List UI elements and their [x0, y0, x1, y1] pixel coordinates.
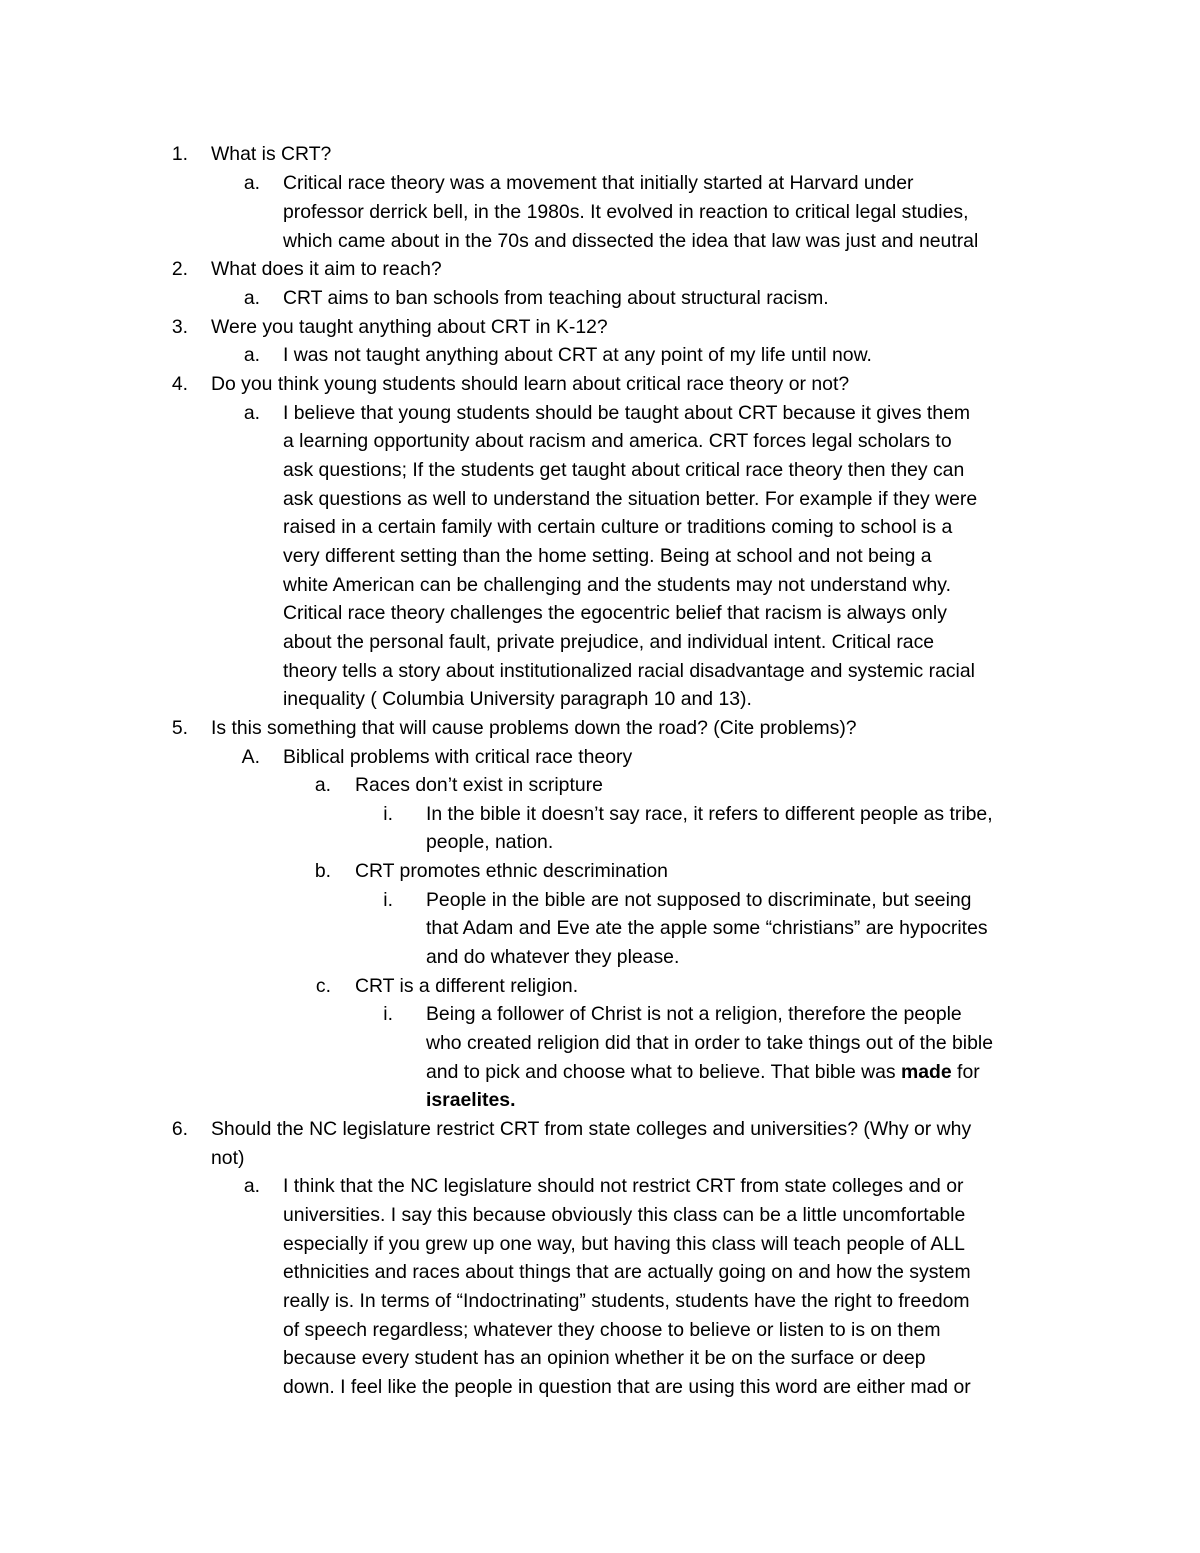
detail-line-b-i: and do whatever they please. — [426, 946, 680, 968]
bold-emphasis: israelites. — [426, 1089, 516, 1111]
point-marker-b: b. — [314, 860, 331, 882]
answer-marker-4a: a. — [243, 402, 260, 424]
answer-4a-line: theory tells a story about institutionalized racial disadvantage and systemic racial — [283, 660, 975, 682]
answer-6a-line: because every student has an opinion whether it be on the surface or deep — [283, 1347, 926, 1369]
question-2: What does it aim to reach? — [211, 258, 442, 280]
answer-6a-line: of speech regardless; whatever they choose to believe or listen to is on them — [283, 1319, 941, 1341]
question-3: Were you taught anything about CRT in K-12? — [211, 316, 608, 338]
detail-line-a-i: In the bible it doesn’t say race, it refers to different people as tribe, — [426, 803, 993, 825]
list-marker-6: 6. — [171, 1118, 188, 1140]
section-marker-5A: A. — [241, 746, 260, 768]
detail-text: and to pick and choose what to believe. That bible was — [426, 1061, 902, 1083]
detail-line-c-i: who created religion did that in order to take things out of the bible — [426, 1032, 993, 1054]
answer-marker-2a: a. — [243, 287, 260, 309]
list-marker-5: 5. — [171, 717, 188, 739]
answer-marker-6a: a. — [243, 1175, 260, 1197]
answer-4a-line: I believe that young students should be taught about CRT because it gives them — [283, 402, 971, 424]
answer-1a-line: which came about in the 70s and dissected the idea that law was just and neutral — [283, 230, 979, 252]
list-marker-1: 1. — [171, 143, 188, 165]
answer-4a-line: raised in a certain family with certain culture or traditions coming to school is a — [283, 516, 953, 538]
answer-4a-line: white American can be challenging and the students may not understand why. — [283, 574, 951, 596]
detail-line-b-i: that Adam and Eve ate the apple some “christians” are hypocrites — [426, 917, 988, 939]
point-title-a: Races don’t exist in scripture — [355, 774, 603, 796]
question-4: Do you think young students should learn about critical race theory or not? — [211, 373, 850, 395]
detail-line-c-i — [426, 1086, 515, 1115]
answer-4a-line: a learning opportunity about racism and america. CRT forces legal scholars to — [283, 430, 952, 452]
list-marker-4: 4. — [171, 373, 188, 395]
answer-2a-line: CRT aims to ban schools from teaching about structural racism. — [283, 287, 829, 309]
detail-line-c-i — [426, 1058, 980, 1087]
detail-line-c-i: Being a follower of Christ is not a religion, therefore the people — [426, 1003, 962, 1025]
question-6: Should the NC legislature restrict CRT from state colleges and universities? (Why or why — [211, 1118, 972, 1140]
answer-6a-line: especially if you grew up one way, but having this class will teach people of ALL — [283, 1233, 965, 1255]
answer-4a-line: very different setting than the home setting. Being at school and not being a — [283, 545, 932, 567]
question-6: not) — [211, 1147, 245, 1169]
list-marker-3: 3. — [171, 316, 188, 338]
answer-4a-line: Critical race theory challenges the egocentric belief that racism is always only — [283, 602, 947, 624]
answer-4a-line: ask questions as well to understand the situation better. For example if they were — [283, 488, 978, 510]
point-title-b: CRT promotes ethnic descrimination — [355, 860, 668, 882]
question-5: Is this something that will cause problems down the road? (Cite problems)? — [211, 717, 857, 739]
answer-6a-line: ethnicities and races about things that are actually going on and how the system — [283, 1261, 971, 1283]
answer-4a-line: inequality ( Columbia University paragraph 10 and 13). — [283, 688, 752, 710]
detail-marker-c-i: i. — [383, 1003, 393, 1025]
answer-6a-line: I think that the NC legislature should not restrict CRT from state colleges and or — [283, 1175, 964, 1197]
answer-1a-line: professor derrick bell, in the 1980s. It evolved in reaction to critical legal studies, — [283, 201, 969, 223]
detail-line-a-i: people, nation. — [426, 831, 554, 853]
section-title-5A: Biblical problems with critical race theory — [283, 746, 633, 768]
answer-1a-line: Critical race theory was a movement that initially started at Harvard under — [283, 172, 914, 194]
list-marker-2: 2. — [171, 258, 188, 280]
answer-6a-line: really is. In terms of “Indoctrinating” students, students have the right to freedom — [283, 1290, 970, 1312]
detail-marker-a-i: i. — [383, 803, 393, 825]
point-title-c: CRT is a different religion. — [355, 975, 579, 997]
answer-marker-1a: a. — [243, 172, 260, 194]
detail-marker-b-i: i. — [383, 889, 393, 911]
point-marker-a: a. — [314, 774, 331, 796]
detail-line-b-i: People in the bible are not supposed to discriminate, but seeing — [426, 889, 972, 911]
answer-4a-line: about the personal fault, private prejudice, and individual intent. Critical race — [283, 631, 935, 653]
answer-6a-line: universities. I say this because obviously this class can be a little uncomfortable — [283, 1204, 966, 1226]
answer-4a-line: ask questions; If the students get taught about critical race theory then they can — [283, 459, 965, 481]
bold-emphasis: made — [901, 1061, 952, 1083]
point-marker-c: c. — [315, 975, 331, 997]
answer-6a-line: down. I feel like the people in question that are using this word are either mad or — [283, 1376, 971, 1398]
answer-marker-3a: a. — [243, 344, 260, 366]
answer-3a-line: I was not taught anything about CRT at any point of my life until now. — [283, 344, 872, 366]
detail-text: for — [951, 1061, 980, 1083]
question-1: What is CRT? — [211, 143, 332, 165]
